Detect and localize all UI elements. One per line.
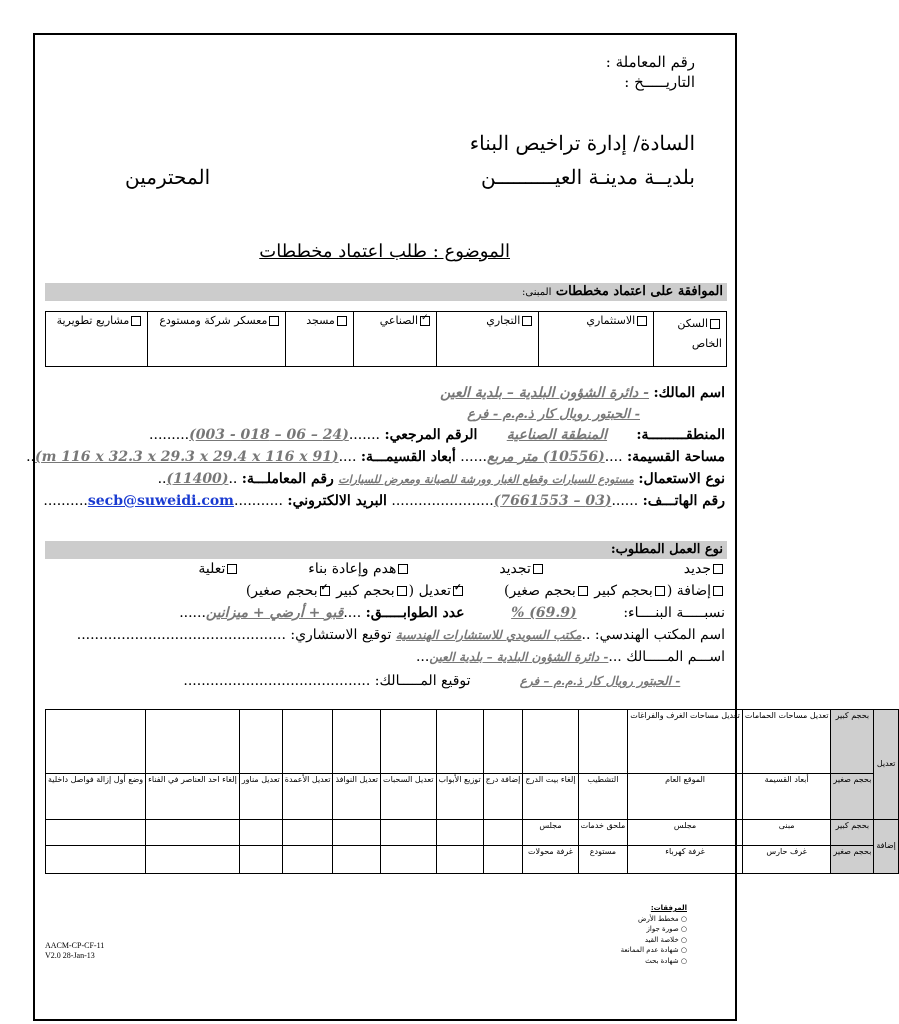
grid-electrical-room: غرفة كهرباء: [628, 846, 743, 874]
grid-size-small-2: بحجم صغير: [831, 846, 874, 874]
checkbox-industrial[interactable]: [420, 316, 430, 326]
checkbox-mod-small[interactable]: [320, 586, 330, 596]
addressee-line-2: بلديــة مدينـة العيــــــــــن: [481, 165, 695, 189]
grid-service-annex: ملحق خدمات: [578, 820, 628, 846]
checkbox-development[interactable]: [131, 316, 141, 326]
modification-grid: [45, 709, 899, 874]
category-mosque[interactable]: مسجد: [286, 312, 353, 367]
category-industrial[interactable]: ✓ الصناعي: [353, 312, 436, 367]
area-row: المنطقـــــــــة: المنطقة الصناعية الرقم المرجعي: .......(24 – 06 – 018 - 003).........: [149, 427, 725, 443]
owner-row-1: اسم المالك: - دائرة الشؤون البلدية – بلدية العين: [440, 385, 725, 401]
owner-row-2: - الحبتور رويال كار ذ.م.م - فرع: [467, 407, 640, 422]
attachments-list: المرفقات: ○ مخطط الأرض ○ صورة جواز ○ خلاصة القيد ○ شهادة عدم الممانعة ○ شهادة بحث: [620, 904, 687, 965]
grid-interior-partitions: وضع أول إزالة فواصل داخلية: [46, 774, 146, 820]
grid-addition-label: إضافة: [874, 820, 899, 874]
checkbox-investment[interactable]: [637, 316, 647, 326]
work-row-2: إضافة (بحجم كبير بحجم صغير) ✓تعديل (بحجم كبير ✓بحجم صغير): [246, 583, 725, 599]
checkbox-raise[interactable]: [227, 564, 237, 574]
grid-door-distribution: توزيع الأبواب: [436, 774, 483, 820]
checkbox-add-large[interactable]: [655, 586, 665, 596]
ratio-row: نسبـــــة البنــــاء: (69.9) % عدد الطوابـــــق: ....قبو + أرضي + ميزانين......: [179, 605, 725, 621]
grid-site-plan: الموقع العام: [628, 774, 743, 820]
category-commercial[interactable]: التجاري: [437, 312, 539, 367]
category-development-projects[interactable]: مشاريع تطويرية: [46, 312, 148, 367]
checkbox-new[interactable]: [713, 564, 723, 574]
grid-building: مبنى: [742, 820, 831, 846]
work-type-title: نوع العمل المطلوب:: [610, 542, 723, 557]
owner-sig-row: - الحبتور رويال كار ذ.م.م – فرع توقيع المـــــالك: ..........................................: [183, 673, 681, 689]
category-private-housing[interactable]: السكن الخاص: [654, 312, 727, 367]
date-label: التاريـــــخ :: [624, 73, 695, 91]
grid-modify-rooms: تعديل مساحات الغرف والفراغات: [628, 710, 743, 774]
checkbox-modify[interactable]: [453, 586, 463, 596]
checkbox-demolish[interactable]: [398, 564, 408, 574]
email-link[interactable]: secb@suweidi.com: [87, 493, 234, 509]
work-row-1: جديد تجديد هدم وإعادة بناء تعلية: [198, 561, 725, 577]
grid-size-large-1: بحجم كبير: [831, 710, 874, 774]
office-row: اسم المكتب الهندسي: ..مكتب السويدي للاستشارات الهندسية توقيع الاستشاري: ...............................................: [76, 627, 725, 643]
checkbox-commercial[interactable]: [522, 316, 532, 326]
grid-modify-bathrooms: تعديل مساحات الحمامات: [742, 710, 831, 774]
grid-modify-skylights: تعديل مناور: [239, 774, 282, 820]
approval-title: الموافقة على اعتماد مخططات المبنى:: [522, 284, 723, 299]
checkbox-camp[interactable]: [269, 316, 279, 326]
grid-add-stairs: إضافة درج: [483, 774, 523, 820]
grid-modify-columns: تعديل الأعمدة: [282, 774, 333, 820]
grid-modify-label: تعديل: [874, 710, 899, 820]
building-category-table: [45, 311, 727, 367]
grid-cancel-courtyard-element: إلغاء احد العناصر في الفناء: [146, 774, 240, 820]
grid-majlis: مجلس: [628, 820, 743, 846]
grid-size-large-2: بحجم كبير: [831, 820, 874, 846]
checkbox-mosque[interactable]: [337, 316, 347, 326]
grid-warehouse: مستودع: [578, 846, 628, 874]
transaction-number-label: رقم المعاملة :: [605, 53, 695, 71]
contact-row: رقم الهاتـــف: ......(03 – 7661553)....................... البريد الالكتروني: ...........secb@suweidi.com..........: [43, 493, 725, 509]
owner2-row: اســـم المـــــالك ...- دائرة الشؤون البلدية – بلدية العين...: [415, 649, 725, 665]
checkbox-mod-large[interactable]: [397, 586, 407, 596]
checkbox-private-housing[interactable]: [710, 319, 720, 329]
grid-finishing: التشطيب: [578, 774, 628, 820]
checkbox-addition[interactable]: [713, 586, 723, 596]
grid-majlis-2: مجلس: [523, 820, 578, 846]
grid-size-small-1: بحجم صغير: [831, 774, 874, 820]
grid-guard-rooms: غرف حارس: [742, 846, 831, 874]
checkbox-renew[interactable]: [533, 564, 543, 574]
plot-row: مساحة القسيمة: ....(10556) متر مربع...... أبعاد القسيمـــة: ....(91 m 116 x 32.3 x 29.3 x 29.4 x 116 x)..: [26, 449, 725, 465]
form-page: [26, 33, 896, 1021]
grid-transformer-room: غرفة محولات: [523, 846, 578, 874]
document-code: AACM-CP-CF-11 V2.0 28-Jan-13: [45, 941, 105, 961]
grid-modify-windows: تعديل النوافذ: [333, 774, 381, 820]
honorific: المحترمين: [125, 165, 211, 189]
usage-row: نوع الاستعمال: مستودع للسيارات وقطع الغيار وورشة للصيانة ومعرض للسيارات رقم المعاملـــة: ..(11400)..: [157, 471, 725, 487]
category-investment[interactable]: الاستثماري: [539, 312, 654, 367]
grid-modify-setbacks: تعديل السحبات: [381, 774, 436, 820]
checkbox-add-small[interactable]: [578, 586, 588, 596]
grid-plot-dimensions: أبعاد القسيمة: [742, 774, 831, 820]
category-camp-warehouse[interactable]: معسكر شركة ومستودع: [148, 312, 286, 367]
grid-cancel-stairwell: إلغاء بيت الدرج: [523, 774, 578, 820]
addressee-line-1: السادة/ إدارة تراخيص البناء: [469, 131, 695, 155]
subject: الموضوع : طلب اعتماد مخططات: [259, 241, 510, 262]
